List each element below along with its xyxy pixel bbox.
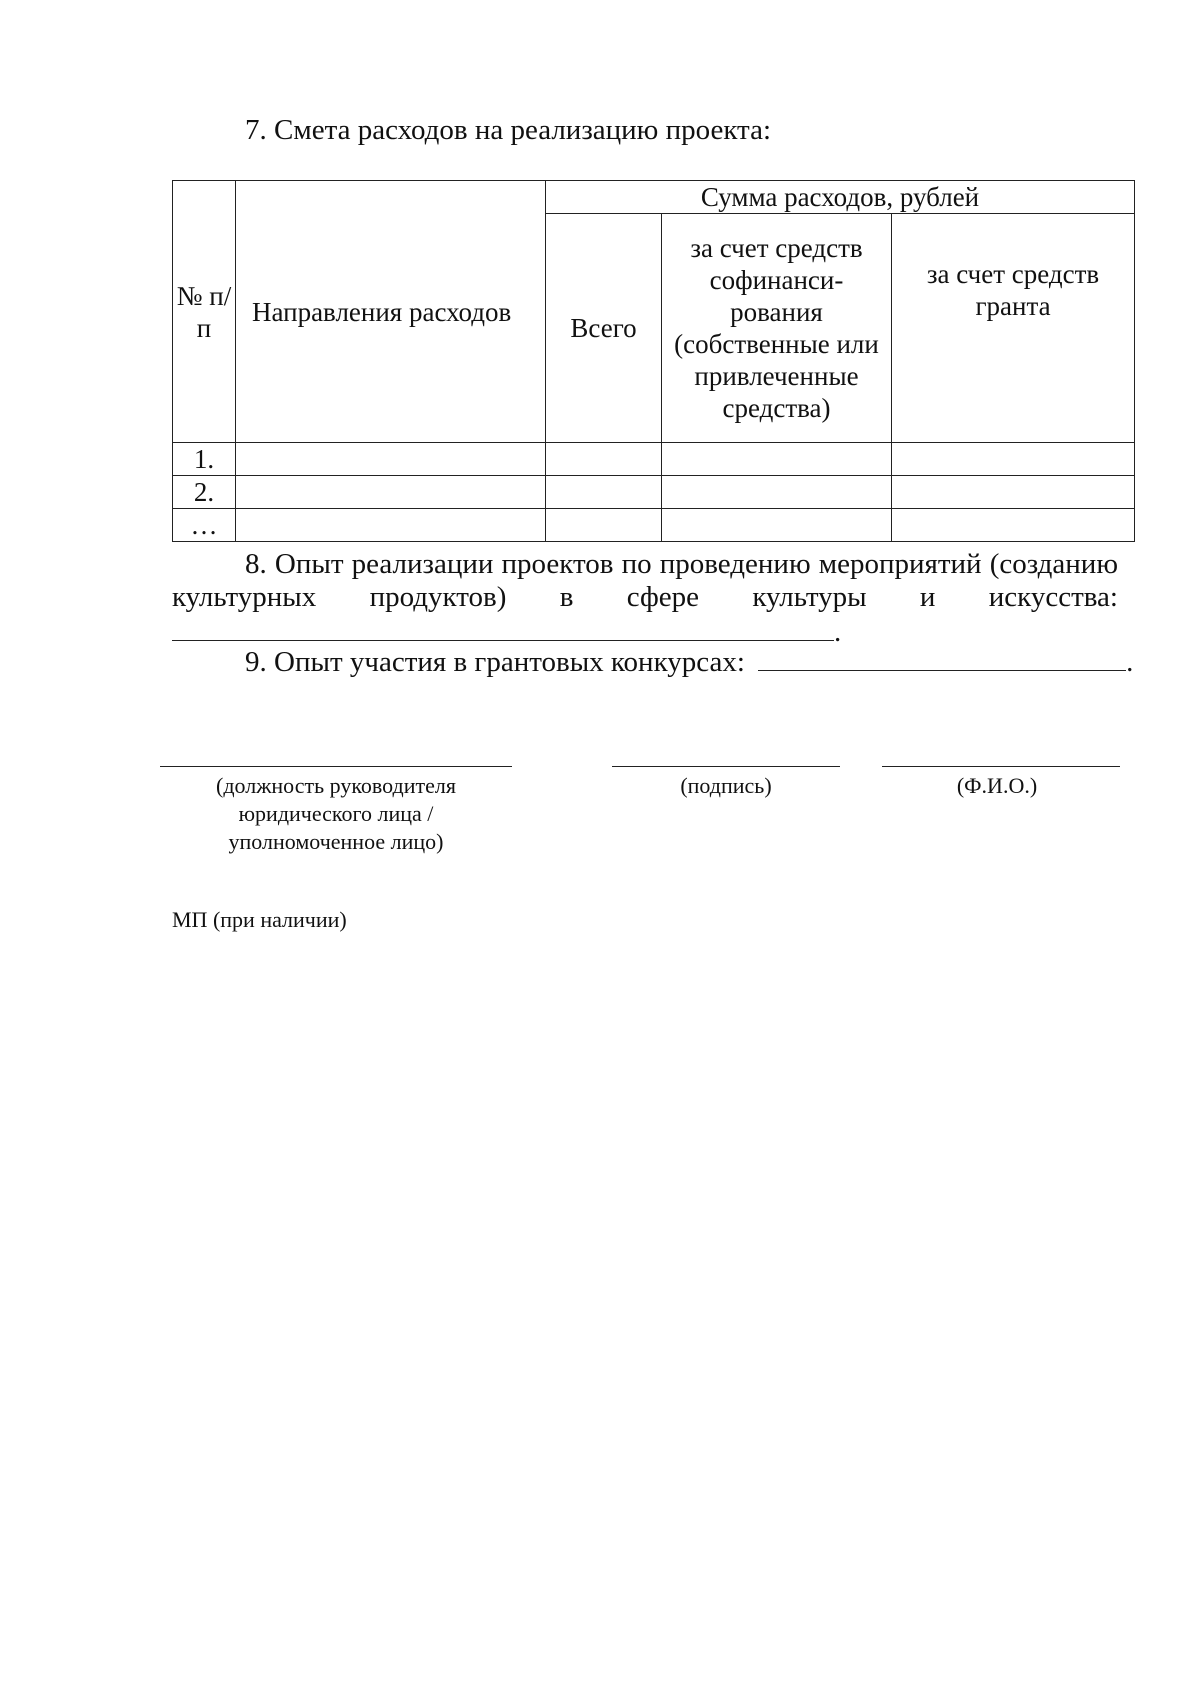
row-number: 1. xyxy=(173,443,236,476)
position-caption: (должность руководителя юридического лица / уполномоченное лицо) xyxy=(216,773,456,854)
section-8-answer-field[interactable] xyxy=(172,614,834,641)
row-grant-cell[interactable] xyxy=(892,509,1135,542)
row-number: … xyxy=(173,509,236,542)
header-grant: за счет средств гранта xyxy=(892,214,1135,443)
row-cofinancing-cell[interactable] xyxy=(662,443,892,476)
header-total: Всего xyxy=(546,214,662,443)
row-total-cell[interactable] xyxy=(546,476,662,509)
row-cofinancing-cell[interactable] xyxy=(662,476,892,509)
position-signature-line[interactable] xyxy=(160,766,512,767)
section-9: 9. Опыт участия в грантовых конкурсах: . xyxy=(245,646,1134,678)
row-number: 2. xyxy=(173,476,236,509)
section-8-line-1: 8. Опыт реализации проектов по проведению мероприятий (созданию xyxy=(245,548,1118,580)
section-7-title: 7. Смета расходов на реализацию проекта: xyxy=(245,114,772,146)
stamp-place: МП (при наличии) xyxy=(172,907,347,932)
row-total-cell[interactable] xyxy=(546,443,662,476)
section-8 xyxy=(172,548,1118,649)
row-grant-cell[interactable] xyxy=(892,476,1135,509)
signature-line[interactable] xyxy=(612,766,840,767)
name-signature-line[interactable] xyxy=(882,766,1120,767)
section-8-answer-line: . xyxy=(172,614,1118,649)
name-caption: (Ф.И.О.) xyxy=(956,773,1038,798)
table-header-row xyxy=(173,181,1135,214)
header-direction: Направления расходов xyxy=(236,181,546,443)
header-sum-group: Сумма расходов, рублей xyxy=(546,181,1135,214)
section-9-answer-field[interactable] xyxy=(758,644,1126,671)
budget-table xyxy=(172,180,1135,542)
row-total-cell[interactable] xyxy=(546,509,662,542)
table-row xyxy=(173,509,1135,542)
row-cofinancing-cell[interactable] xyxy=(662,509,892,542)
header-number: № п/п xyxy=(173,181,236,443)
header-cofinancing: за счет средств софинанси-рования (собственные или привлеченные средства) xyxy=(662,214,892,443)
table-row xyxy=(173,476,1135,509)
row-grant-cell[interactable] xyxy=(892,443,1135,476)
row-direction-cell[interactable] xyxy=(236,443,546,476)
section-8-line-2: культурных продуктов) в сфере культуры и искусства: xyxy=(172,581,1118,613)
signature-caption: (подпись) xyxy=(680,773,772,798)
row-direction-cell[interactable] xyxy=(236,476,546,509)
table-row xyxy=(173,443,1135,476)
row-direction-cell[interactable] xyxy=(236,509,546,542)
section-9-label: 9. Опыт участия в грантовых конкурсах: xyxy=(245,646,745,678)
